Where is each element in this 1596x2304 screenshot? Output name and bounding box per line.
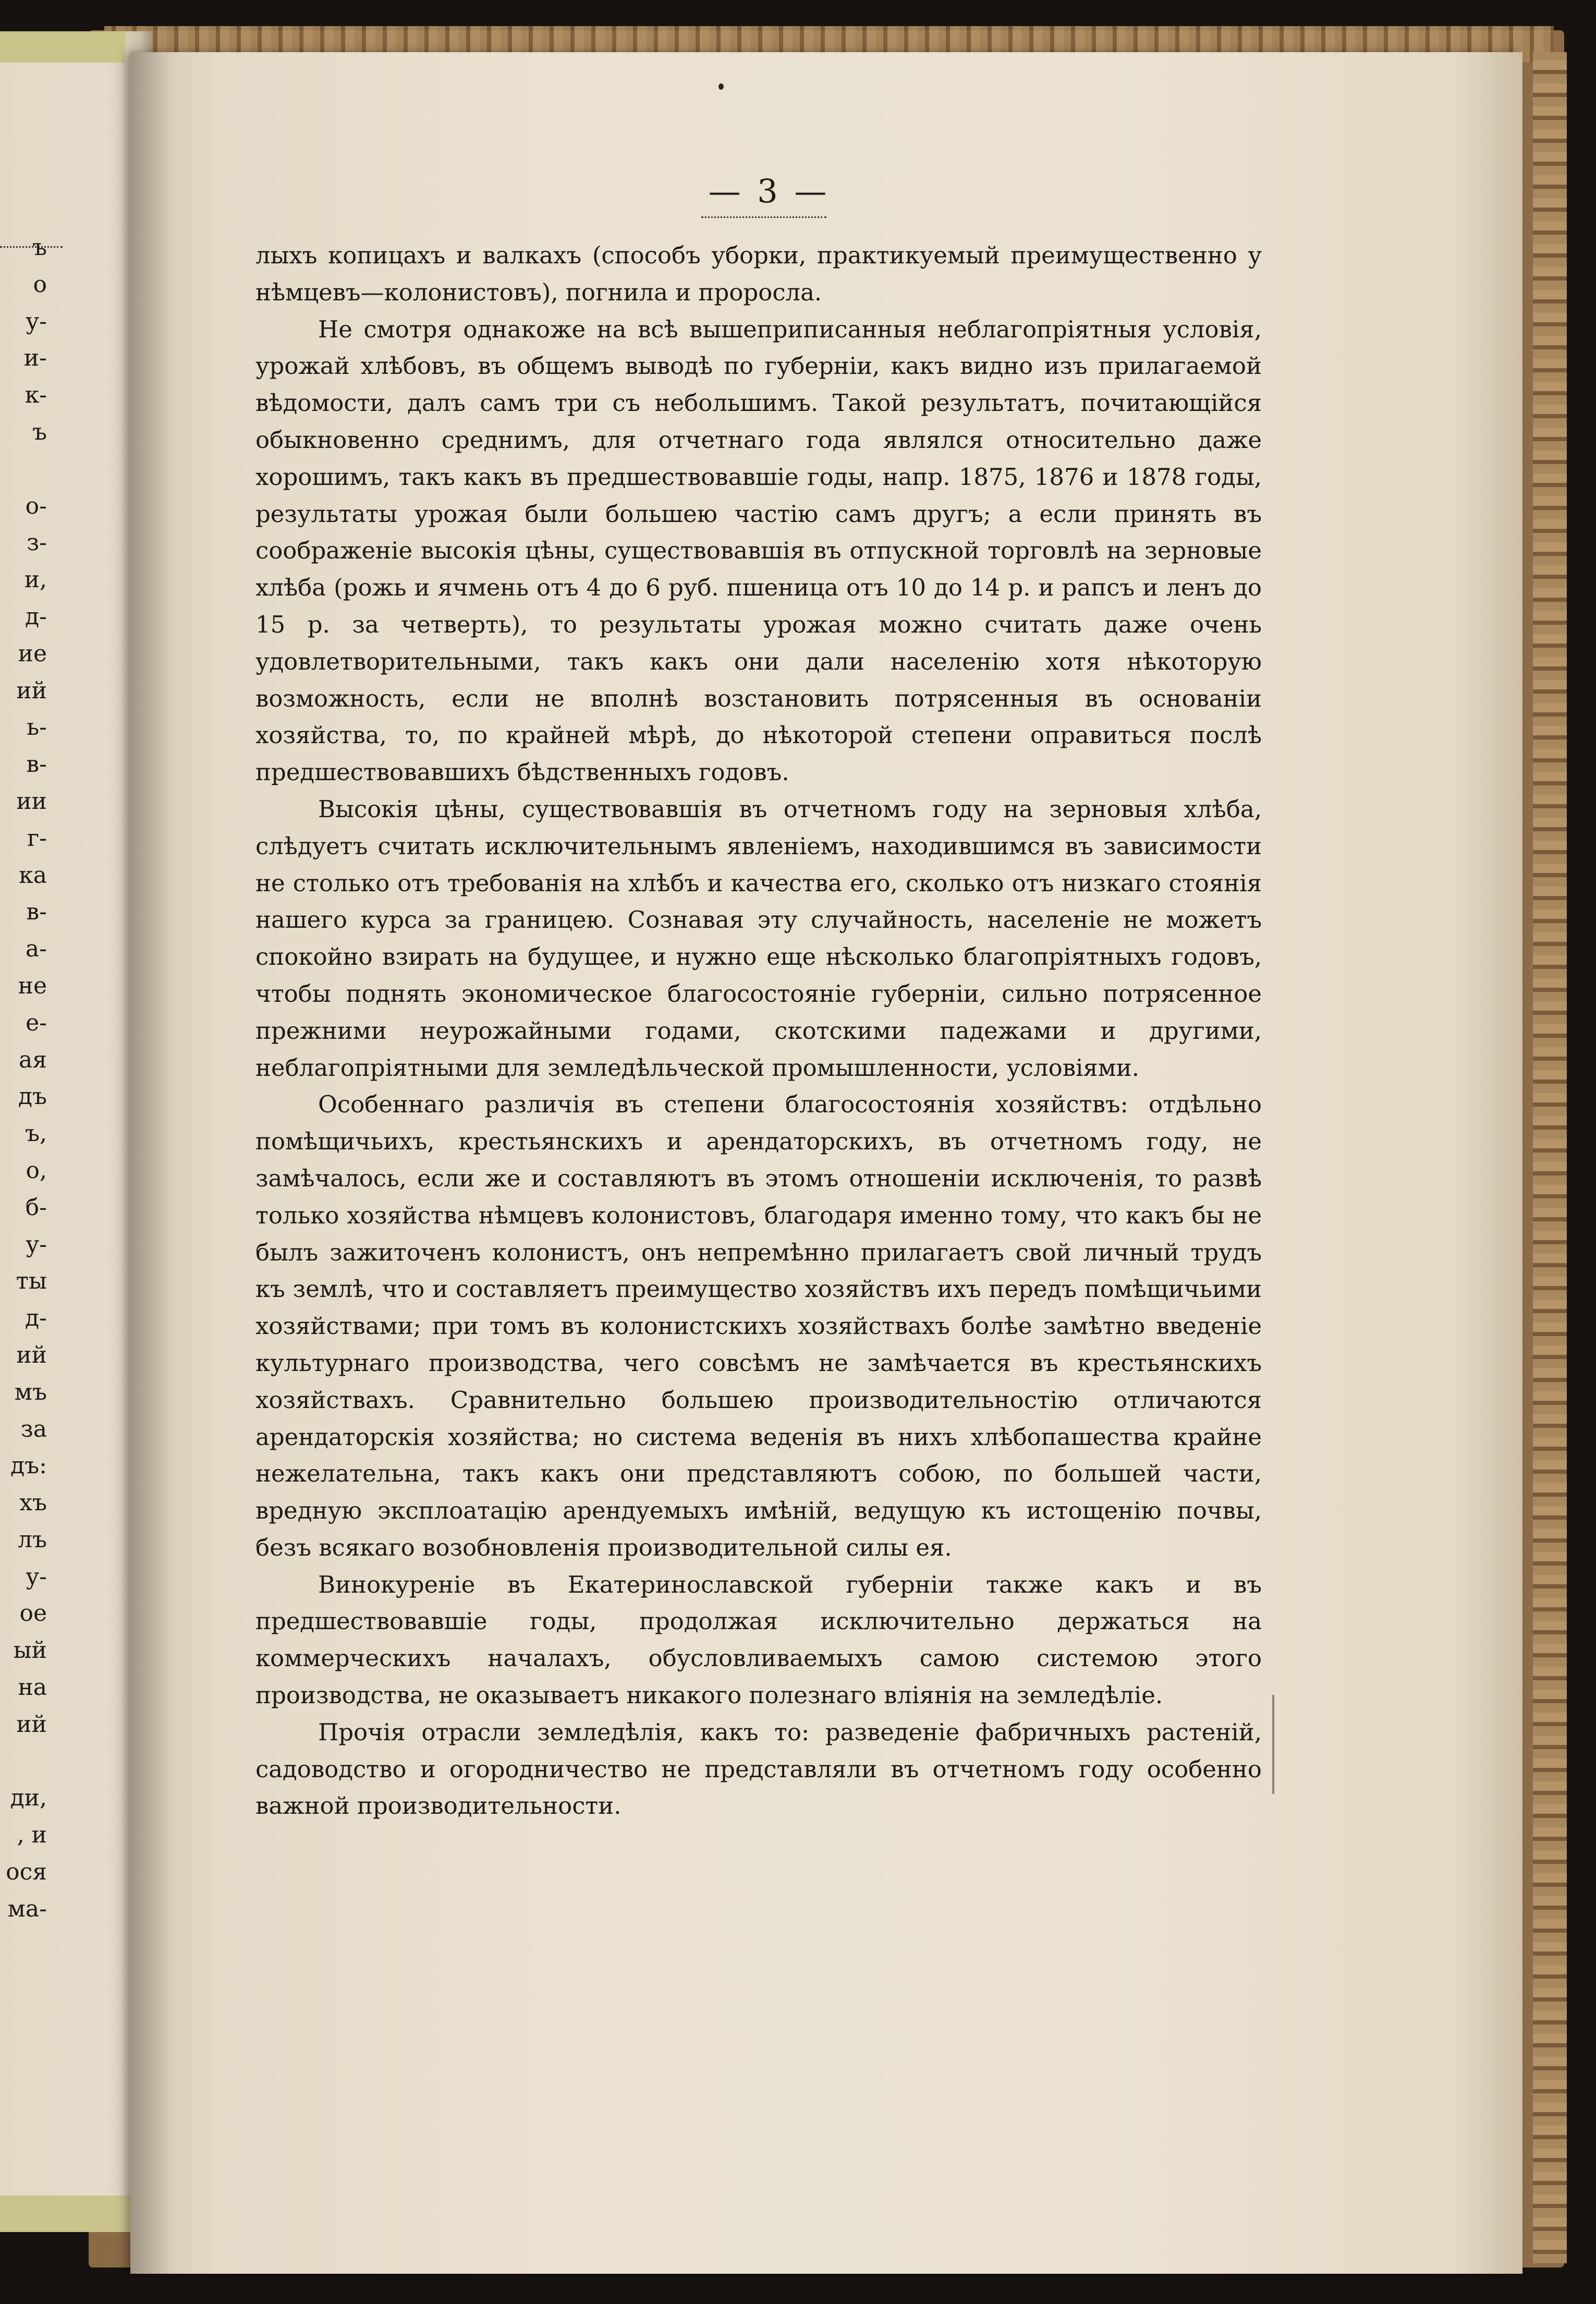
left-page-line: а- [25, 936, 47, 963]
left-page-line: ий [16, 1341, 47, 1368]
left-page-line: г- [27, 824, 47, 852]
left-page-line: к- [25, 382, 47, 409]
left-page-line: ий [16, 1711, 47, 1738]
left-page-line: о- [25, 492, 47, 519]
left-page-line: е- [26, 1009, 47, 1036]
paragraph-5: Винокуреніе въ Екатеринославской губерніи также какъ и въ предшествовавшіе годы, продолжая исключительно держаться на коммерческихъ началахъ, обусловливаемыхъ самою системою этого производства, не оказываетъ никакого полезнаго вліянія на земледѣліе. [255, 1570, 1262, 1709]
left-page-line: ая [19, 1046, 47, 1073]
left-page-line: ка [19, 862, 47, 889]
paragraph-3: Высокія цѣны, существовавшія въ отчетномъ году на зерновыя хлѣба, слѣдуетъ считать исключительнымъ явленіемъ, находившимся въ зависимости не столько отъ требованія на хлѣбъ и качества его, сколько отъ низкаго стоянія нашего курса за границею. Сознавая эту случайность, населеніе не можетъ спокойно взирать на будущее, и нужно еще нѣсколько благопріятныхъ годовъ, чтобы поднять экономическое благосостояніе губерніи, сильно потрясенное прежними неурожайными годами, скотскими падежами и другими, неблагопріятными для земледѣльческой промышленности, условіями. [255, 795, 1262, 1082]
left-page-line: дъ [18, 1083, 47, 1110]
left-page-line [0, 451, 47, 488]
left-page-line: ий [16, 677, 47, 704]
left-page-line: ии [16, 787, 47, 815]
left-page-line: не [18, 972, 47, 999]
left-page-line: , и [17, 1822, 47, 1849]
paragraph-4: Особеннаго различія въ степени благосостоянія хозяйствъ: отдѣльно помѣщичьихъ, крестьянскихъ и арендаторскихъ, въ отчетномъ году, не замѣчалось, если же и составляютъ въ этомъ отношеніи исключенія, то развѣ только хозяйства нѣмцевъ колонистовъ, благодаря именно тому, что какъ бы не былъ зажиточенъ колонистъ, онъ непремѣнно прилагаетъ свой личный трудъ къ землѣ, что и составляетъ преимущество хозяйствъ ихъ передъ помѣщичьими хозяйствами; при томъ въ колонистскихъ хозяйствахъ болѣе замѣтно введеніе культурнаго производства, чего совсѣмъ не замѣчается въ крестьянскихъ хозяйствахъ. Сравнительно большею производительностію отличаются арендаторскія хозяйства; но система веденія въ нихъ хлѣбопашества крайне нежелательна, такъ какъ они представляютъ собою, по большей части, вредную эксплоатацію арендуемыхъ имѣній, ведущую къ истощенію почвы, безъ всякаго возобновленія производительной силы ея. [255, 1090, 1262, 1561]
left-page-tab-bottom [0, 2196, 136, 2232]
left-page-line: в- [26, 751, 47, 778]
body-text [255, 237, 1262, 1825]
page-number: — 3 — [708, 172, 830, 210]
left-page-line: з- [27, 529, 47, 556]
left-page-line: и- [23, 345, 47, 372]
left-page-line: в- [26, 899, 47, 926]
left-page-line: ты [16, 1268, 47, 1295]
left-page-line: д- [25, 1305, 47, 1332]
left-page-line: ь- [27, 714, 47, 741]
paragraph-6: Прочія отрасли земледѣлія, какъ то: разведеніе фабричныхъ растеній, садоводство и огородничество не представляли въ отчетномъ году особенно важной производительности. [255, 1718, 1262, 1820]
left-page-line: у- [26, 1231, 47, 1258]
left-page-line: за [20, 1415, 47, 1442]
margin-mark [1272, 1695, 1274, 1794]
left-page-line: ъ, [25, 1120, 47, 1147]
left-page-line: у- [26, 1563, 47, 1590]
left-page-line: у- [26, 308, 47, 335]
left-page-line [0, 1743, 47, 1780]
left-page-tab-top [0, 31, 125, 63]
left-page-line: д- [25, 603, 47, 630]
left-page-line: б- [25, 1194, 47, 1221]
page-number-rule [701, 216, 826, 218]
left-page-line: мъ [14, 1378, 47, 1405]
book-cover-right-edge [1533, 52, 1567, 2263]
paragraph-2: Не смотря однакоже на всѣ вышеприписанныя неблагопріятныя условія, урожай хлѣбовъ, въ общемъ выводѣ по губерніи, какъ видно изъ прилагаемой вѣдомости, далъ самъ три съ небольшимъ. Такой результатъ, почитающійся обыкновенно среднимъ, для отчетнаго года являлся относительно даже хорошимъ, такъ какъ въ предшествовавшіе годы, напр. 1875, 1876 и 1878 годы, результаты урожая были большею частію самъ другъ; а если принять въ соображеніе высокія цѣны, существовавшія въ отпускной торговлѣ на зерновые хлѣба (рожь и ячмень отъ 4 до 6 руб. пшеница отъ 10 до 14 р. и рапсъ и ленъ до 15 р. за четверть), то результаты урожая можно считать даже очень удовлетворительными, такъ какъ они дали населенію хотя нѣкоторую возможность, если не вполнѣ возстановить потрясенныя въ основаніи хозяйства, то, по крайней мѣрѣ, до нѣкоторой степени оправиться послѣ предшествовавшихъ бѣдственныхъ годовъ. [255, 315, 1262, 786]
left-page-line: дъ: [10, 1452, 47, 1480]
left-page-line: ося [6, 1859, 47, 1886]
left-page-line: ый [13, 1637, 47, 1664]
left-page-line: ма- [7, 1895, 47, 1922]
left-page-line: и, [24, 566, 47, 593]
left-page-line: хъ [19, 1489, 47, 1517]
left-page-text-fragments [0, 229, 47, 1928]
paragraph-1: лыхъ копицахъ и валкахъ (способъ уборки, практикуемый преимущественно у нѣмцевъ—колонистовъ), погнила и проросла. [255, 241, 1262, 306]
left-page-line: ие [18, 640, 47, 667]
left-page-line: ди, [10, 1785, 47, 1812]
left-page-line: ъ [32, 418, 47, 445]
left-page-line: на [18, 1674, 47, 1701]
gutter-shadow [130, 52, 172, 2274]
left-page [0, 31, 152, 2232]
left-page-line: ое [19, 1600, 47, 1627]
left-page-line: о, [26, 1157, 47, 1184]
left-page-line: ъ [32, 234, 47, 261]
page-speck [718, 83, 724, 90]
left-page-line: лъ [18, 1526, 47, 1553]
left-page-line: о [33, 271, 47, 298]
